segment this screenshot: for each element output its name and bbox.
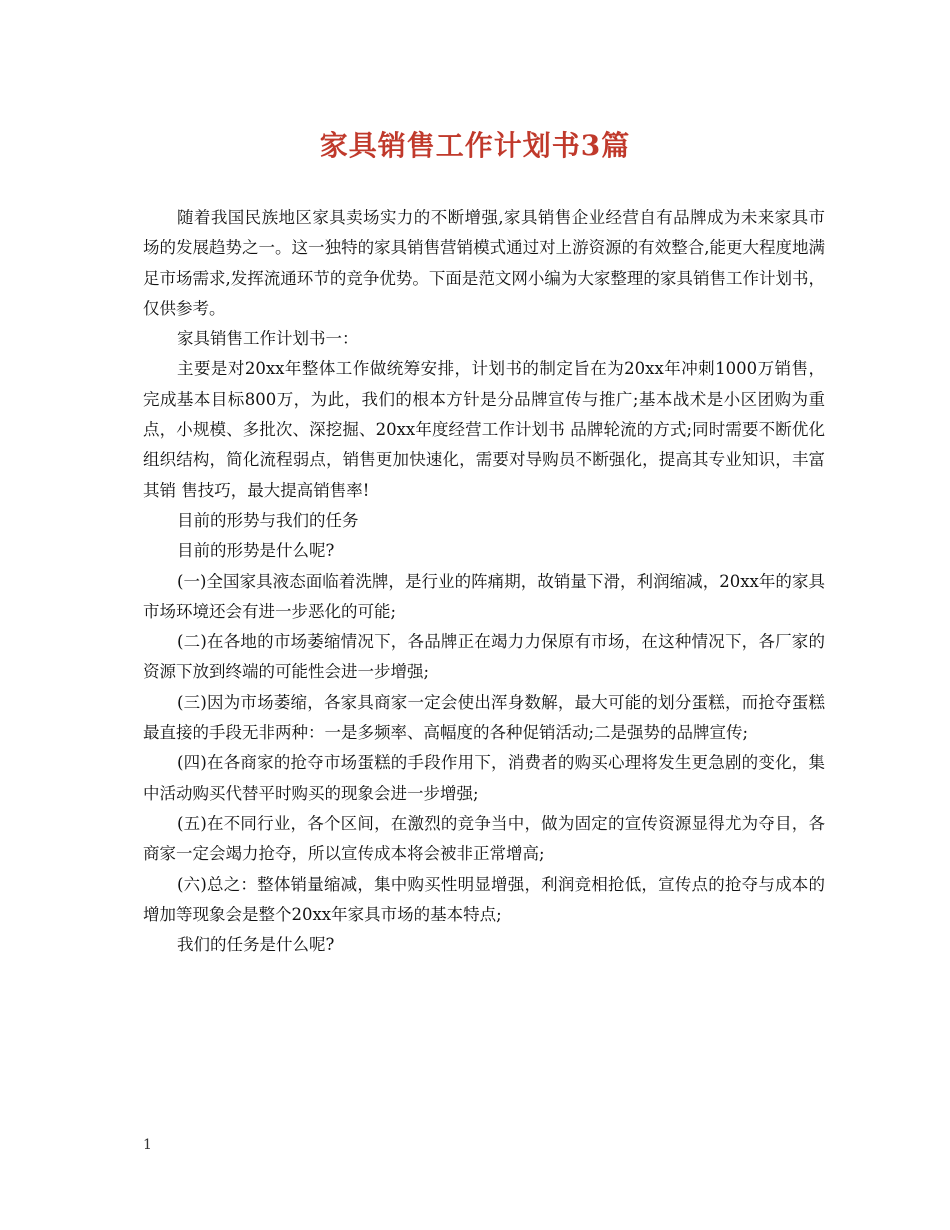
section-heading-situation-tasks: 目前的形势与我们的任务 <box>177 510 359 530</box>
situation-item-1: (一)全国家具液态面临着洗牌，是行业的阵痛期，故销量下滑，利润缩减，20xx年的家具市场环境还会有进一步恶化的可能; <box>143 571 825 621</box>
intro-paragraph: 随着我国民族地区家具卖场实力的不断增强,家具销售企业经营自有品牌成为未来家具市场的发展趋势之一。这一独特的家具销售营销模式通过对上游资源的有效整合,能更大程度地满足市场需求,发挥流通环节的竞争优势。下面是范文网小编为大家整理的家具销售工作计划书，仅供参考。 <box>143 208 825 318</box>
page-number: 1 <box>143 1137 152 1153</box>
question-tasks: 我们的任务是什么呢? <box>177 935 335 955</box>
question-situation: 目前的形势是什么呢? <box>177 541 335 561</box>
plan-overview-paragraph: 主要是对20xx年整体工作做统筹安排，计划书的制定旨在为20xx年冲刺1000万销售，完成基本目标800万，为此，我们的根本方针是分品牌宣传与推广;基本战术是小区团购为重点，小规模、多批次、深挖掘、20xx年度经营工作计划书 品牌轮流的方式;同时需要不断优化组织结构，简化流程弱点，销售更加快速化，需要对导购员不断强化，提高其专业知识，丰富其销 售技巧，最大提高销售率! <box>143 359 825 500</box>
situation-item-6: (六)总之：整体销量缩减，集中购买性明显增强，利润竞相抢低，宣传点的抢夺与成本的增加等现象会是整个20xx年家具市场的基本特点; <box>143 874 825 924</box>
document-body <box>143 203 825 960</box>
situation-item-3: (三)因为市场萎缩，各家具商家一定会使出浑身数解，最大可能的划分蛋糕，而抢夺蛋糕最直接的手段无非两种：一是多频率、高幅度的各种促销活动;二是强势的品牌宣传; <box>143 692 825 743</box>
situation-item-2: (二)在各地的市场萎缩情况下，各品牌正在竭力力保原有市场，在这种情况下，各厂家的资源下放到终端的可能性会进一步增强; <box>143 632 825 682</box>
document-title: 家具销售工作计划书3篇 <box>319 129 631 162</box>
section-heading-plan-one: 家具销售工作计划书一： <box>177 329 359 349</box>
situation-item-5: (五)在不同行业，各个区间，在激烈的竞争当中，做为固定的宣传资源显得尤为夺目，各商家一定会竭力抢夺，所以宣传成本将会被非正常增高; <box>143 813 825 864</box>
situation-item-4: (四)在各商家的抢夺市场蛋糕的手段作用下，消费者的购买心理将发生更急剧的变化，集中活动购买代替平时购买的现象会进一步增强; <box>143 753 825 803</box>
